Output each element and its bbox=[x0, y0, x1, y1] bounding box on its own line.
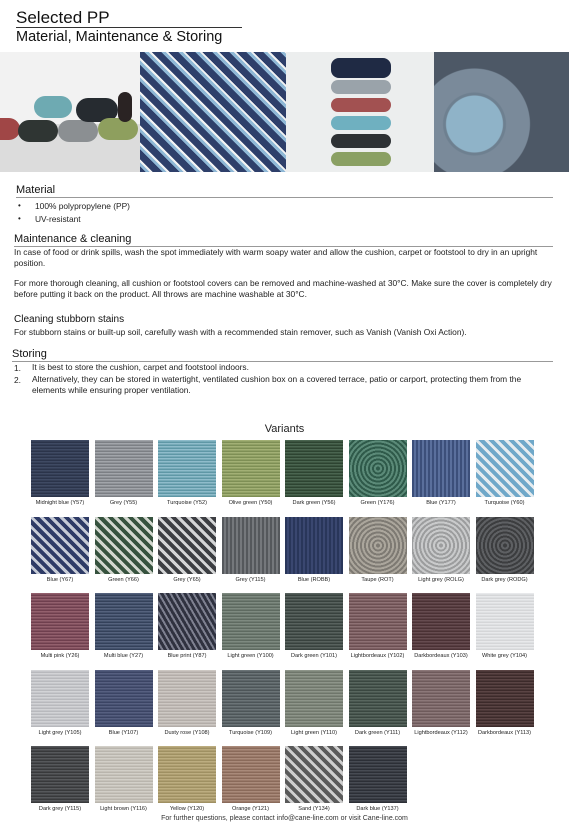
material-item: 100% polypropylene (PP) bbox=[35, 201, 130, 211]
variant-item bbox=[222, 440, 280, 506]
variant-item bbox=[412, 517, 470, 583]
storing-number: 2. bbox=[14, 375, 21, 385]
variant-swatch bbox=[285, 746, 343, 803]
variant-label: Dark green (Y56) bbox=[292, 500, 336, 506]
variant-swatch bbox=[31, 440, 89, 497]
variant-swatch bbox=[31, 517, 89, 574]
variant-swatch bbox=[476, 517, 534, 574]
variant-swatch bbox=[158, 517, 216, 574]
variant-label: Blue print (Y87) bbox=[167, 653, 207, 659]
variant-label: Blue (Y177) bbox=[426, 500, 456, 506]
variant-label: Darkbordeaux (Y103) bbox=[414, 653, 468, 659]
variant-label: Light grey (ROLG) bbox=[418, 576, 464, 583]
variant-label: White grey (Y104) bbox=[481, 653, 528, 659]
stains-text: For stubborn stains or built-up soil, carefully wash with a recommended stain remover, such as Vanish (Vanish Oxi Action). bbox=[14, 327, 467, 337]
variant-swatch bbox=[158, 670, 216, 727]
variant-item bbox=[412, 440, 470, 506]
variant-item bbox=[158, 670, 216, 736]
variant-swatch bbox=[412, 440, 470, 497]
variant-swatch bbox=[222, 440, 280, 497]
variant-item bbox=[158, 593, 216, 659]
variant-label: Dark green (Y111) bbox=[354, 729, 401, 736]
variant-item bbox=[95, 746, 153, 812]
variant-label: Multi pink (Y26) bbox=[40, 653, 80, 659]
variant-item bbox=[158, 746, 216, 812]
variant-swatch bbox=[349, 746, 407, 803]
variant-label: Dark grey (Y115) bbox=[38, 806, 82, 812]
variant-swatch bbox=[285, 670, 343, 727]
variant-item bbox=[222, 670, 280, 736]
variant-label: Taupe (ROT) bbox=[361, 576, 394, 583]
variant-label: Blue (ROBB) bbox=[297, 576, 331, 583]
variant-label: Multi blue (Y27) bbox=[103, 653, 144, 659]
variant-swatch bbox=[222, 746, 280, 803]
variant-item bbox=[222, 746, 280, 812]
variants-title: Variants bbox=[264, 423, 305, 435]
bullet: • bbox=[18, 201, 21, 210]
maintenance-heading: Maintenance & cleaning bbox=[14, 233, 132, 245]
variant-swatch bbox=[95, 670, 153, 727]
variant-swatch bbox=[95, 440, 153, 497]
variant-item bbox=[476, 593, 534, 659]
material-item: UV-resistant bbox=[35, 214, 81, 224]
variant-swatch bbox=[31, 746, 89, 803]
variant-swatch bbox=[158, 440, 216, 497]
variant-label: Grey (Y55) bbox=[109, 500, 138, 506]
page-title: Selected PP bbox=[16, 8, 110, 27]
variant-label: Dark green (Y101) bbox=[290, 653, 337, 659]
variant-swatch bbox=[95, 593, 153, 650]
variant-item bbox=[31, 670, 89, 736]
variant-item bbox=[31, 440, 89, 506]
variant-item bbox=[285, 517, 343, 583]
variant-item bbox=[476, 670, 534, 736]
variant-label: Turquoise (Y109) bbox=[228, 729, 272, 736]
footer-contact: For further questions, please contact info@cane-line.com or visit Cane-line.com bbox=[161, 815, 408, 822]
variant-item bbox=[95, 593, 153, 659]
variant-swatch bbox=[222, 670, 280, 727]
variant-label: Darkbordeaux (Y113) bbox=[477, 729, 532, 736]
variant-item bbox=[285, 593, 343, 659]
variant-label: Olive green (Y50) bbox=[228, 500, 273, 506]
variant-label: Midnight blue (Y57) bbox=[35, 500, 85, 506]
variant-swatch bbox=[476, 670, 534, 727]
variant-item bbox=[285, 440, 343, 506]
variant-swatch bbox=[31, 670, 89, 727]
variant-label: Yellow (Y120) bbox=[169, 806, 205, 812]
variant-label: Turquoise (Y60) bbox=[484, 500, 525, 506]
variant-label: Grey (Y65) bbox=[173, 576, 201, 583]
bullet: • bbox=[18, 214, 21, 223]
variant-label: Light brown (Y116) bbox=[100, 806, 147, 812]
variant-item bbox=[349, 746, 407, 812]
variant-label: Dark blue (Y137) bbox=[356, 806, 399, 812]
variant-swatch bbox=[476, 593, 534, 650]
variant-swatch bbox=[31, 593, 89, 650]
variant-item bbox=[31, 746, 89, 812]
variant-item bbox=[31, 593, 89, 659]
variant-swatch bbox=[476, 440, 534, 497]
variant-item bbox=[95, 517, 153, 583]
variant-item bbox=[158, 440, 216, 506]
variant-item bbox=[349, 670, 407, 736]
variant-item bbox=[158, 517, 216, 583]
variant-item bbox=[222, 517, 280, 583]
variant-swatch bbox=[285, 593, 343, 650]
storing-item: Alternatively, they can be stored in watertight, ventilated cushion box on a covered terrace, patio or carport, protecting them from the elements while ensuring proper ventilation. bbox=[32, 374, 522, 395]
variant-item bbox=[412, 593, 470, 659]
variant-label: Green (Y66) bbox=[108, 576, 139, 583]
variant-item bbox=[476, 517, 534, 583]
photo-rugs bbox=[434, 52, 569, 172]
variant-swatch bbox=[412, 670, 470, 727]
variant-swatch bbox=[95, 746, 153, 803]
stains-heading: Cleaning stubborn stains bbox=[14, 314, 125, 325]
variant-swatch bbox=[349, 670, 407, 727]
variant-swatch bbox=[412, 517, 470, 574]
variant-item bbox=[476, 440, 534, 506]
variant-label: Green (Y176) bbox=[360, 500, 395, 506]
variant-label: Light grey (Y105) bbox=[38, 729, 82, 736]
variant-swatch bbox=[95, 517, 153, 574]
variant-label: Lightbordeaux (Y102) bbox=[350, 653, 405, 659]
variant-label: Light green (Y100) bbox=[227, 653, 274, 659]
variant-swatch bbox=[349, 517, 407, 574]
variant-swatch bbox=[285, 440, 343, 497]
variant-swatch bbox=[285, 517, 343, 574]
variant-item bbox=[285, 746, 343, 812]
variant-swatch bbox=[158, 746, 216, 803]
photo-cushion-stack bbox=[286, 52, 434, 172]
photo-footstools bbox=[0, 52, 140, 172]
variant-item bbox=[31, 517, 89, 583]
variant-item bbox=[349, 593, 407, 659]
variant-label: Blue (Y107) bbox=[108, 729, 139, 736]
variant-label: Turquoise (Y52) bbox=[167, 500, 207, 506]
variant-item bbox=[95, 440, 153, 506]
variant-item bbox=[285, 670, 343, 736]
variant-label: Dusty rose (Y108) bbox=[164, 729, 210, 736]
page-subtitle: Material, Maintenance & Storing bbox=[16, 29, 223, 45]
product-photo-strip bbox=[0, 52, 569, 172]
maintenance-paragraph-1: In case of food or drink spills, wash the spot immediately with warm soapy water and allow the cushion, carpet or footstool to dry in an upright position. bbox=[14, 247, 538, 268]
material-divider bbox=[16, 197, 553, 198]
variant-label: Blue (Y67) bbox=[46, 576, 74, 583]
variant-swatch bbox=[349, 593, 407, 650]
variant-item bbox=[222, 593, 280, 659]
maintenance-paragraph-2: For more thorough cleaning, all cushion or footstool covers can be removed and machine-washed at 30°C. Make sure the cover is completely dry before putting it back on the product. All throws are machine washable at 30°C. bbox=[14, 278, 552, 299]
variant-label: Grey (Y115) bbox=[235, 576, 266, 583]
variant-item bbox=[95, 670, 153, 736]
variant-item bbox=[349, 440, 407, 506]
variant-swatch bbox=[412, 593, 470, 650]
material-heading: Material bbox=[16, 184, 56, 196]
variant-item bbox=[349, 517, 407, 583]
variant-swatch bbox=[349, 440, 407, 497]
variant-label: Light green (Y110) bbox=[291, 729, 337, 736]
variant-item bbox=[412, 670, 470, 736]
variant-swatch bbox=[222, 593, 280, 650]
variant-swatch bbox=[222, 517, 280, 574]
variant-label: Dark grey (RODG) bbox=[481, 576, 528, 583]
photo-throws bbox=[140, 52, 286, 172]
variant-label: Sand (Y134) bbox=[298, 806, 330, 812]
variant-label: Orange (Y121) bbox=[231, 806, 269, 812]
storing-heading: Storing bbox=[12, 348, 47, 360]
storing-item: It is best to store the cushion, carpet and footstool indoors. bbox=[32, 362, 249, 372]
variant-label: Lightbordeaux (Y112) bbox=[414, 729, 468, 736]
variant-swatch bbox=[158, 593, 216, 650]
title-underline bbox=[16, 27, 242, 28]
storing-number: 1. bbox=[14, 363, 21, 373]
